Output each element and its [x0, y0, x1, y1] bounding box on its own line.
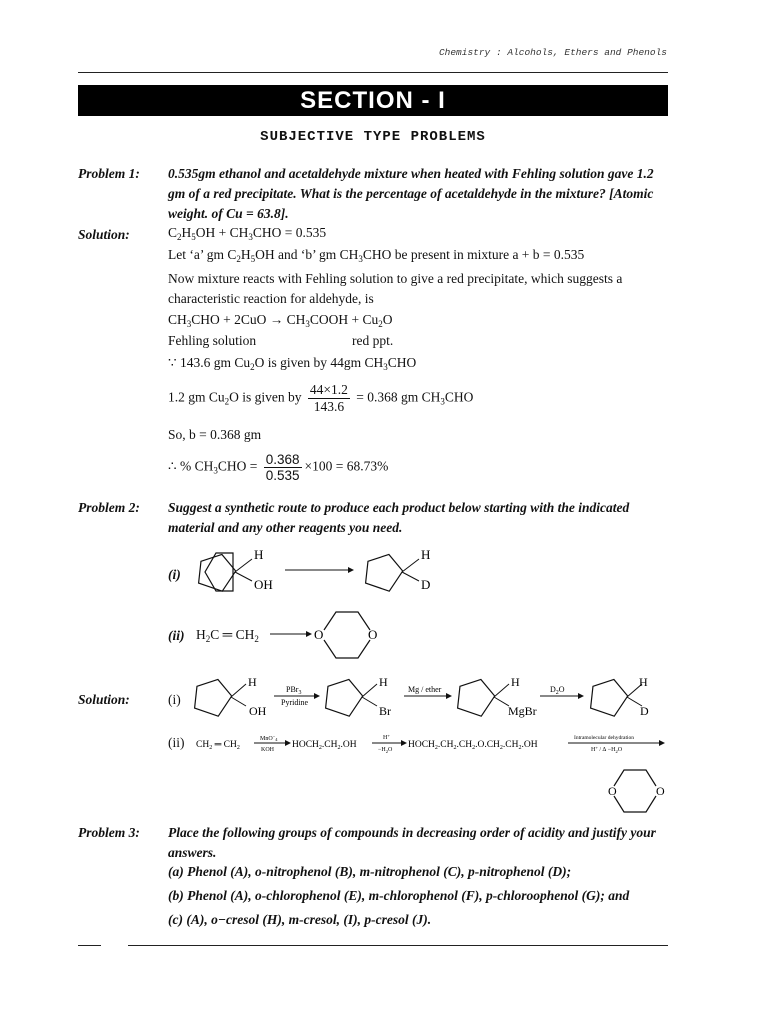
pbr3-label: PBr$_3$ — [286, 685, 302, 696]
h-label-2: H — [421, 547, 431, 562]
problem-3-text: Place the following groups of compounds in decreasing order of acidity and justify your answers. — [168, 825, 656, 860]
solution-i-scheme — [188, 672, 668, 724]
solution-ii-scheme — [194, 730, 668, 756]
problem-3-part-c: (c) (A), o−cresol (H), m-cresol, (I), p-cresol (J). — [168, 912, 432, 927]
running-header: Chemistry : Alcohols, Ethers and Phenols — [438, 47, 667, 58]
problem-3-label: Problem 3: — [78, 825, 140, 840]
o-label-1: O — [314, 627, 324, 642]
svg-text:O: O — [656, 784, 665, 798]
ethylene-glycol: $HOCH_2.CH_2.OH$ — [292, 740, 357, 751]
dioxane-target-diagram — [268, 608, 388, 663]
ethylene-formula: $H_2C$ ═ $CH_2$ — [196, 627, 259, 644]
dioxane-product-diagram — [604, 764, 674, 816]
svg-text:H: H — [248, 675, 257, 689]
header-rule — [78, 72, 668, 73]
svg-text:H: H — [379, 675, 388, 689]
so-line: So, b = 0.368 gm — [168, 427, 262, 442]
problem-1-label: Problem 1: — [78, 166, 140, 181]
diethylene-glycol: $HOCH_2.CH_2.CH_2.O.CH_2.CH_2.OH$ — [408, 740, 538, 751]
footer-rule-short — [78, 945, 101, 946]
fehling-label: Fehling solution — [168, 333, 257, 348]
svg-text:Br: Br — [379, 704, 391, 718]
d2o-label: $D_2O$ — [550, 685, 565, 696]
koh-label: KOH — [261, 747, 274, 753]
ethylene: $CH_2$ ═ $CH_2$ — [196, 740, 240, 751]
d-label: D — [421, 577, 431, 592]
dehydration-conditions: H+ / ∆ $-H_2O$ — [591, 745, 623, 754]
solution-1-label: Solution: — [78, 227, 130, 242]
o-label-2: O — [368, 627, 378, 642]
svg-text:MgBr: MgBr — [508, 704, 537, 718]
problem-2-label: Problem 2: — [78, 500, 140, 515]
part-i-label: (i) — [168, 567, 181, 582]
problem-3-part-b: (b) Phenol (A), o-chlorophenol (E), m-chlorophenol (F), p-chloroophenol (G); and — [168, 888, 630, 903]
section-banner: SECTION - I — [78, 85, 668, 116]
solution-ii-label: (ii) — [168, 735, 185, 750]
pyridine-label: Pyridine — [281, 698, 309, 707]
mno4-label: MnO−$_4$ — [260, 734, 278, 742]
oh-label: OH — [254, 577, 273, 592]
percentage-line: ∴ % $CH_3CHO$ = $\frac{0.368}{0.535}$ ×100 = 68.73% — [168, 452, 389, 483]
svg-text:H: H — [511, 675, 520, 689]
hplus-label: H+ — [383, 733, 390, 741]
solution-1-let: Let ‘a’ gm $C_2H_5OH$ and ‘b’ gm $CH_3CHO$ be present in mixture a + b = 0.535 — [168, 247, 585, 264]
problem-2-text: Suggest a synthetic route to produce each product below starting with the indicated material and any other reagents you need. — [168, 500, 630, 535]
minus-h2o-label: $-H_2O$ — [378, 747, 393, 754]
svg-text:H: H — [639, 675, 648, 689]
svg-text:D: D — [640, 704, 649, 718]
problem-3-part-a: (a) Phenol (A), o-nitrophenol (B), m-nitrophenol (C), p-nitrophenol (D); — [168, 864, 572, 879]
solution-i-label: (i) — [168, 692, 181, 707]
svg-text:O: O — [608, 784, 617, 798]
part-ii-label: (ii) — [168, 628, 185, 643]
solution-1-explanation: Now mixture reacts with Fehling solution to give a red precipitate, which suggests a characteristic reaction for aldehyde, is — [168, 271, 623, 306]
red-ppt-label: red ppt. — [352, 333, 394, 348]
solution-2-label: Solution: — [78, 692, 130, 707]
fehling-reaction: $CH_3CHO + 2CuO$ → $CH_3COOH + Cu_2O$ — [168, 312, 393, 329]
svg-text:OH: OH — [249, 704, 267, 718]
h-label: H — [254, 547, 264, 562]
solution-1-equation: $C_2H_5OH + CH_3CHO = 0.535$ — [168, 225, 327, 242]
given-line: ∵ 143.6 gm $Cu_2O$ is given by 44gm $CH_3CHO$ — [168, 355, 417, 372]
footer-rule-long — [128, 945, 668, 946]
calc-line: 1.2 gm $Cu_2O$ is given by $\frac{44\times 1.2}{143.6}$ = 0.368 gm $CH_3CHO$ — [168, 382, 474, 414]
problem-1-text: 0.535gm ethanol and acetaldehyde mixture when heated with Fehling solution gave 1.2 gm of a red precipitate. What is the percentage of acetaldehyde in the mixture? [Atomic weight. of Cu = 63.8]. — [168, 166, 654, 221]
mg-ether-label: Mg / ether — [408, 685, 442, 694]
intramolecular-label: Intramolecular dehydration — [574, 735, 635, 741]
reaction-i-diagram — [190, 545, 450, 595]
section-subtitle: SUBJECTIVE TYPE PROBLEMS — [260, 129, 486, 145]
